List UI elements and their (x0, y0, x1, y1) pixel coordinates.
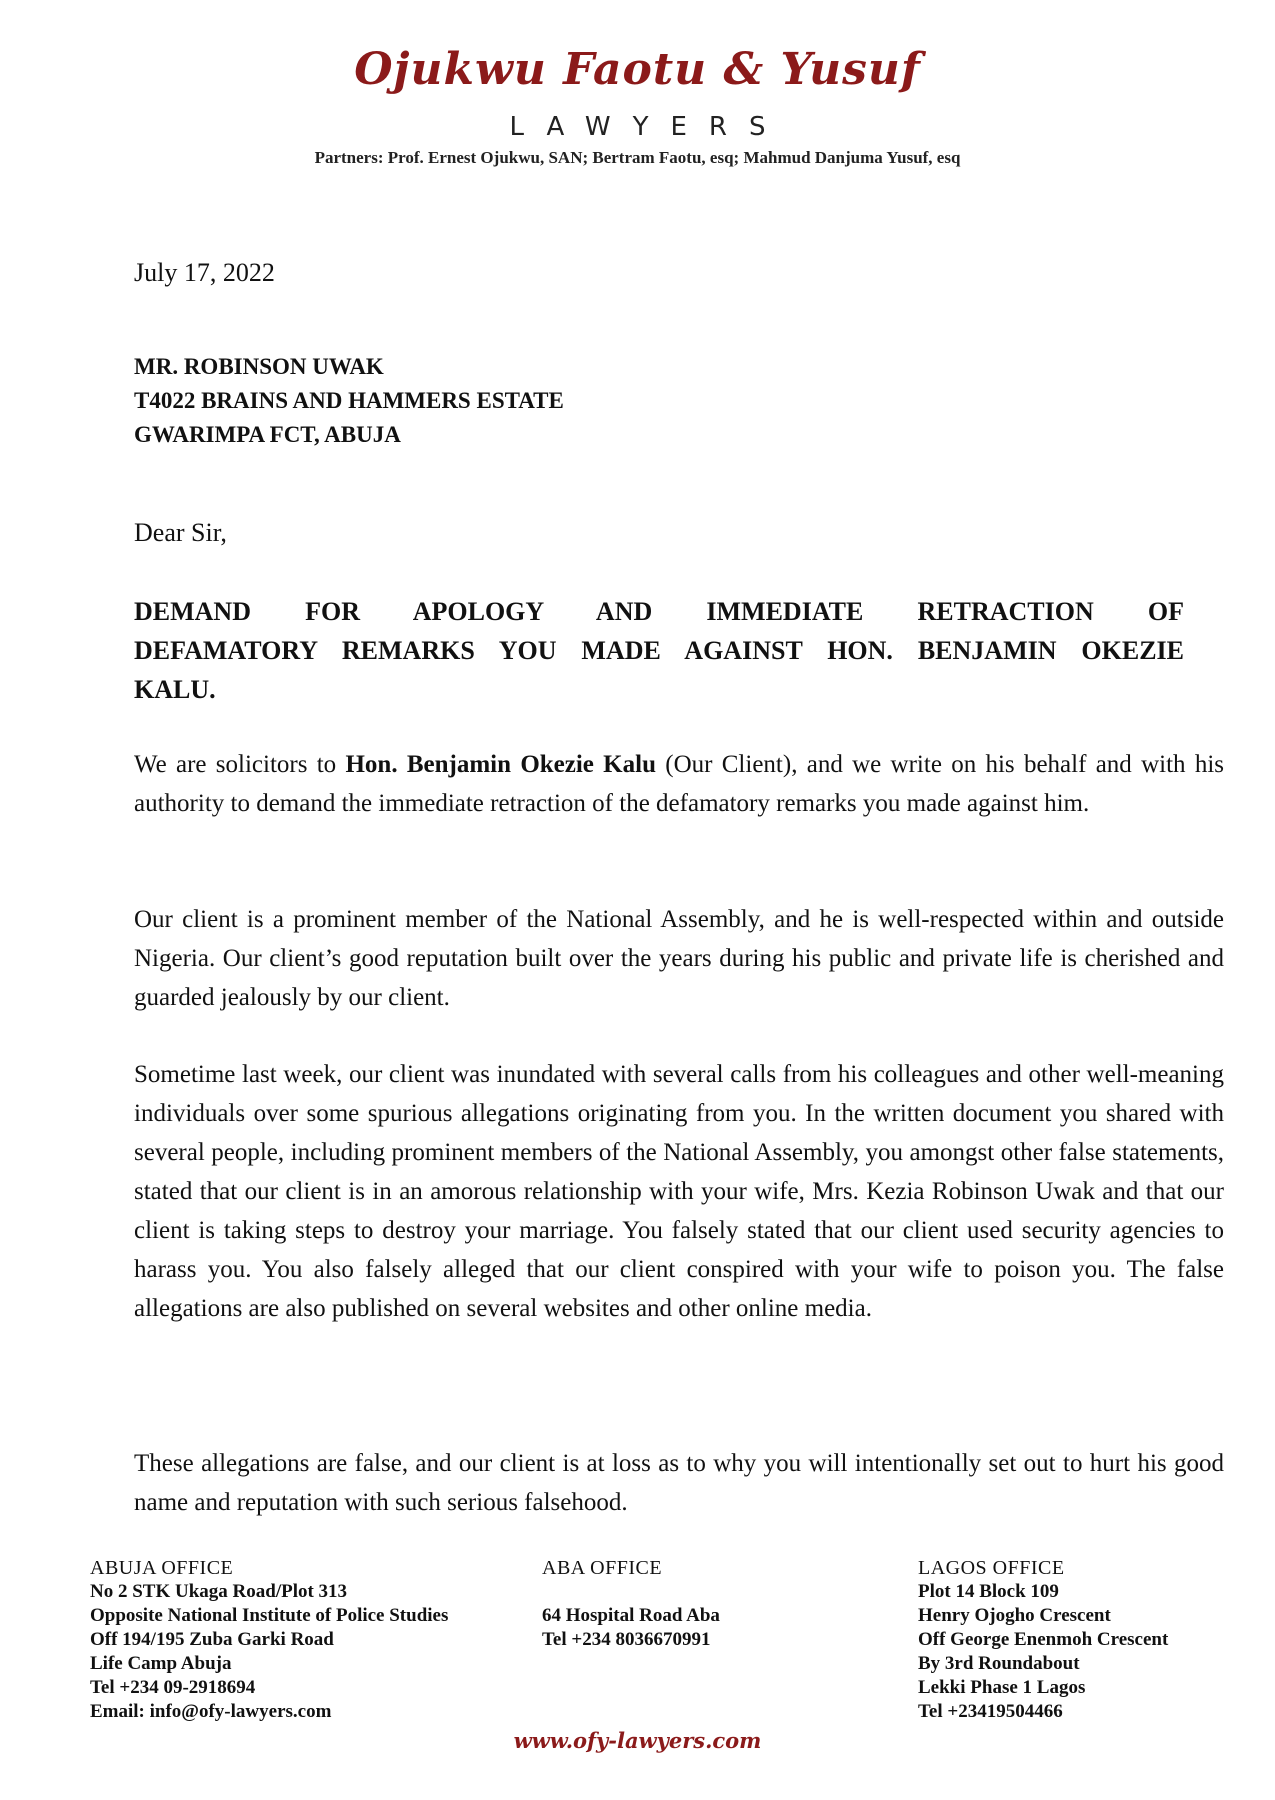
office-line: 64 Hospital Road Aba (542, 1605, 720, 1626)
body-paragraph-3: Sometime last week, our client was inundated with several calls from his colleagues and other well-meaning individuals over some spurious allegations originating from you. In the written document you shared with several people, including prominent members of the National Assembly, you amongst other false statements, stated that our client is in an amorous relationship with your wife, Mrs. Kezia Robinson Uwak and that our client is taking steps to destroy your marriage. You falsely stated that our client used security agencies to harass you. You also falsely alleged that our client conspired with your wife to poison you. The false allegations are also published on several websites and other online media. (134, 1061, 1224, 1322)
office-abuja (90, 1556, 448, 1724)
office-line: Off George Enenmoh Crescent (918, 1629, 1169, 1650)
office-line: Opposite National Institute of Police Studies (90, 1605, 449, 1626)
client-name: Hon. Benjamin Okezie Kalu (345, 751, 656, 778)
letter-date: July 17, 2022 (134, 258, 275, 287)
p1-intro: We are solicitors to (134, 751, 346, 778)
firm-logo-subtitle: LAWYERS (509, 112, 788, 142)
recipient-name: MR. ROBINSON UWAK (134, 354, 384, 379)
office-phone: Tel +234 09-2918694 (90, 1677, 256, 1698)
office-line: No 2 STK Ukaga Road/Plot 313 (90, 1581, 348, 1602)
office-email: Email: info@ofy-lawyers.com (90, 1701, 332, 1722)
office-aba (542, 1556, 720, 1652)
recipient-address (134, 350, 564, 452)
salutation: Dear Sir, (134, 518, 227, 547)
office-line: Life Camp Abuja (90, 1653, 232, 1674)
office-phone: Tel +234 8036670991 (542, 1629, 711, 1650)
partners-line: Partners: Prof. Ernest Ojukwu, SAN; Bertram Faotu, esq; Mahmud Danjuma Yusuf, esq (314, 148, 961, 167)
p1-rest: (Our Client), and we write on his behalf and with his authority to demand the immediate retraction of the defamatory remarks you made against him. (134, 751, 1224, 817)
office-lagos (918, 1556, 1168, 1724)
body-paragraph-2: Our client is a prominent member of the National Assembly, and he is well-respected within and outside Nigeria. Our client’s good reputation built over the years during his public and private life is cherished and guarded jealously by our client. (134, 906, 1224, 1011)
office-line: Plot 14 Block 109 (918, 1581, 1059, 1602)
recipient-city: GWARIMPA FCT, ABUJA (134, 422, 401, 447)
website-link[interactable]: www.ofy-lawyers.com (513, 1728, 762, 1753)
body-paragraph-1 (134, 745, 1224, 823)
spacer (542, 1580, 720, 1604)
office-title: LAGOS OFFICE (918, 1557, 1065, 1579)
recipient-street: T4022 BRAINS AND HAMMERS ESTATE (134, 388, 564, 413)
office-line: Off 194/195 Zuba Garki Road (90, 1629, 334, 1650)
firm-logo-name: Ojukwu Faotu & Yusuf (354, 44, 921, 95)
office-title: ABA OFFICE (542, 1557, 663, 1579)
office-title: ABUJA OFFICE (90, 1557, 234, 1579)
office-line: Henry Ojogho Crescent (918, 1605, 1111, 1626)
office-line: By 3rd Roundabout (918, 1653, 1080, 1674)
subject-heading: DEMAND FOR APOLOGY AND IMMEDIATE RETRACTION OF DEFAMATORY REMARKS YOU MADE AGAINST HON. BENJAMIN OKEZIE KALU. (134, 597, 1184, 704)
body-paragraph-4: These allegations are false, and our client is at loss as to why you will intentionally set out to hurt his good name and reputation with such serious falsehood. (134, 1450, 1224, 1516)
office-line: Lekki Phase 1 Lagos (918, 1677, 1086, 1698)
office-phone: Tel +23419504466 (918, 1701, 1063, 1722)
